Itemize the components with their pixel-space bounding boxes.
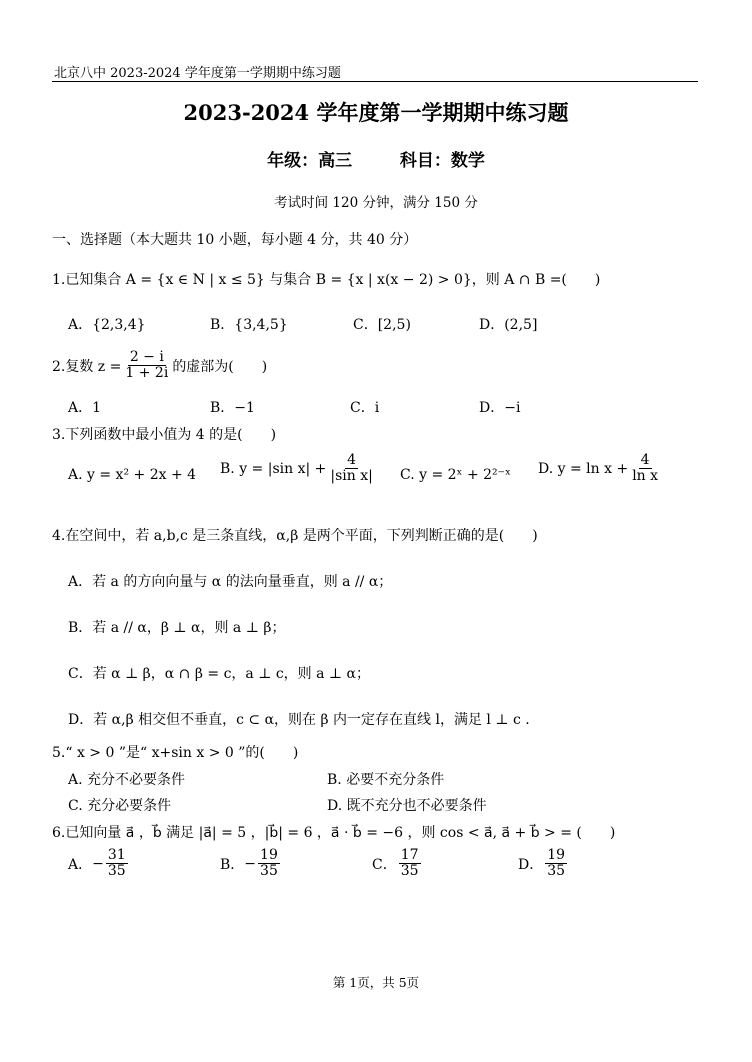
question-5-option-b: B. 必要不充分条件 <box>327 772 445 788</box>
question-3-option-a: A. y = x² + 2x + 4 <box>68 467 197 483</box>
question-2-prefix: 2.复数 z = <box>52 358 122 375</box>
question-6-option-b-den: 35 <box>260 863 278 880</box>
question-4-stem: 4.在空间中，若 a,b,c 是三条直线，α,β 是两个平面，下列判断正确的是( ) <box>52 528 538 544</box>
question-6-option-c-den: 35 <box>400 863 419 880</box>
question-3-option-b-prefix: B. y = |sin x| + <box>220 460 327 477</box>
question-3-option-b-den: |sin x| <box>330 468 373 485</box>
question-6-option-b <box>220 848 282 880</box>
question-1-stem: 1.已知集合 A = {x ∈ N | x ≤ 5} 与集合 B = {x | x(x − 2) > 0}，则 A ∩ B =( ) <box>52 272 601 288</box>
question-5-stem: 5.“ x > 0 ”是“ x+sin x > 0 ”的( ) <box>52 745 299 761</box>
subject-label: 科目：数学 <box>399 151 485 171</box>
question-6-option-d-num: 19 <box>547 847 566 863</box>
question-1-option-a: A．{2,3,4} <box>68 317 146 333</box>
question-5-option-d: D. 既不充分也不必要条件 <box>327 798 487 814</box>
question-4-option-b: B．若 a // α，β ⊥ α，则 a ⊥ β； <box>68 620 286 636</box>
question-4-option-a: A．若 a 的方向向量与 α 的法向量垂直，则 a // α； <box>68 574 393 590</box>
question-3-option-c: C. y = 2ˣ + 2²⁻ˣ <box>400 467 511 483</box>
question-6-option-a-den: 35 <box>107 863 126 880</box>
question-2-option-b: B．−1 <box>210 400 255 416</box>
question-3-option-b-num: 4 <box>347 452 357 468</box>
question-6-option-c-label: C． <box>372 856 397 873</box>
question-6-option-a <box>68 848 130 880</box>
question-3-option-d-prefix: D. y = ln x + <box>538 460 629 477</box>
question-6-option-b-num: 19 <box>260 847 278 863</box>
question-6-option-a-fraction <box>106 848 128 880</box>
question-6-option-a-sign: − <box>92 855 104 872</box>
question-6-option-d <box>518 848 569 880</box>
page-footer: 第 1页，共 5页 <box>332 975 420 990</box>
question-6-option-b-fraction <box>258 848 280 880</box>
question-1-option-d: D．(2,5] <box>479 317 538 333</box>
question-1-option-b: B．{3,4,5} <box>210 317 288 333</box>
question-3-option-b-fraction <box>328 453 374 485</box>
question-6-option-c-fraction <box>399 848 421 880</box>
question-2-fraction-num: 2 − i <box>129 349 164 365</box>
question-4-option-d: D．若 α,β 相交但不垂直，c ⊂ α，则在 β 内一定存在直线 l，满足 l ⊥ c . <box>68 712 530 728</box>
question-1-option-c: C．[2,5) <box>353 317 411 333</box>
question-2-option-a: A．1 <box>68 400 102 416</box>
page-subtitle <box>0 146 752 171</box>
question-6-option-d-label: D． <box>518 856 544 873</box>
page-title: 2023-2024 学年度第一学期期中练习题 <box>183 100 569 125</box>
question-6-option-b-label: B． <box>220 856 245 873</box>
page-header: 北京八中 2023-2024 学年度第一学期期中练习题 <box>54 66 341 81</box>
question-3-option-d-fraction <box>630 453 660 485</box>
question-6-option-b-sign: − <box>244 855 257 872</box>
question-6-option-d-fraction <box>545 848 567 880</box>
question-3-option-d-num: 4 <box>640 452 650 468</box>
question-6-option-c <box>372 848 423 880</box>
question-3-option-b <box>220 453 377 485</box>
question-2-suffix: 的虚部为( ) <box>172 358 268 375</box>
header-rule <box>52 81 698 82</box>
question-2-fraction-den: 1 + 2i <box>125 365 169 382</box>
question-5-option-a: A. 充分不必要条件 <box>68 772 186 788</box>
question-3-option-d-den: ln x <box>632 468 659 485</box>
question-2-fraction <box>123 350 170 382</box>
question-6-option-c-num: 17 <box>400 847 419 863</box>
question-6-option-a-label: A． <box>68 856 93 873</box>
question-3-stem: 3.下列函数中最小值为 4 的是( ) <box>52 427 277 443</box>
question-6-option-a-num: 31 <box>107 847 126 863</box>
section-title: 一、选择题（本大题共 10 小题，每小题 4 分，共 40 分） <box>52 232 418 248</box>
exam-info: 考试时间 120 分钟，满分 150 分 <box>274 195 478 211</box>
question-4-option-c: C．若 α ⊥ β，α ∩ β = c，a ⊥ c，则 a ⊥ α； <box>68 666 370 682</box>
question-5-option-c: C. 充分必要条件 <box>68 798 172 814</box>
question-2-stem <box>52 350 267 382</box>
question-6-option-d-den: 35 <box>547 863 566 880</box>
question-2-option-d: D．−i <box>479 400 521 416</box>
question-2-option-c: C．i <box>350 400 380 416</box>
question-6-stem: 6.已知向量 a⃗ ，b⃗ 满足 |a⃗| = 5 ，|b⃗| = 6 ，a⃗ · b⃗ = −6 ，则 cos < a⃗, a⃗ + b⃗ > = ( ) <box>52 825 616 841</box>
question-3-option-d <box>538 453 662 485</box>
grade-label: 年级：高三 <box>267 151 353 171</box>
